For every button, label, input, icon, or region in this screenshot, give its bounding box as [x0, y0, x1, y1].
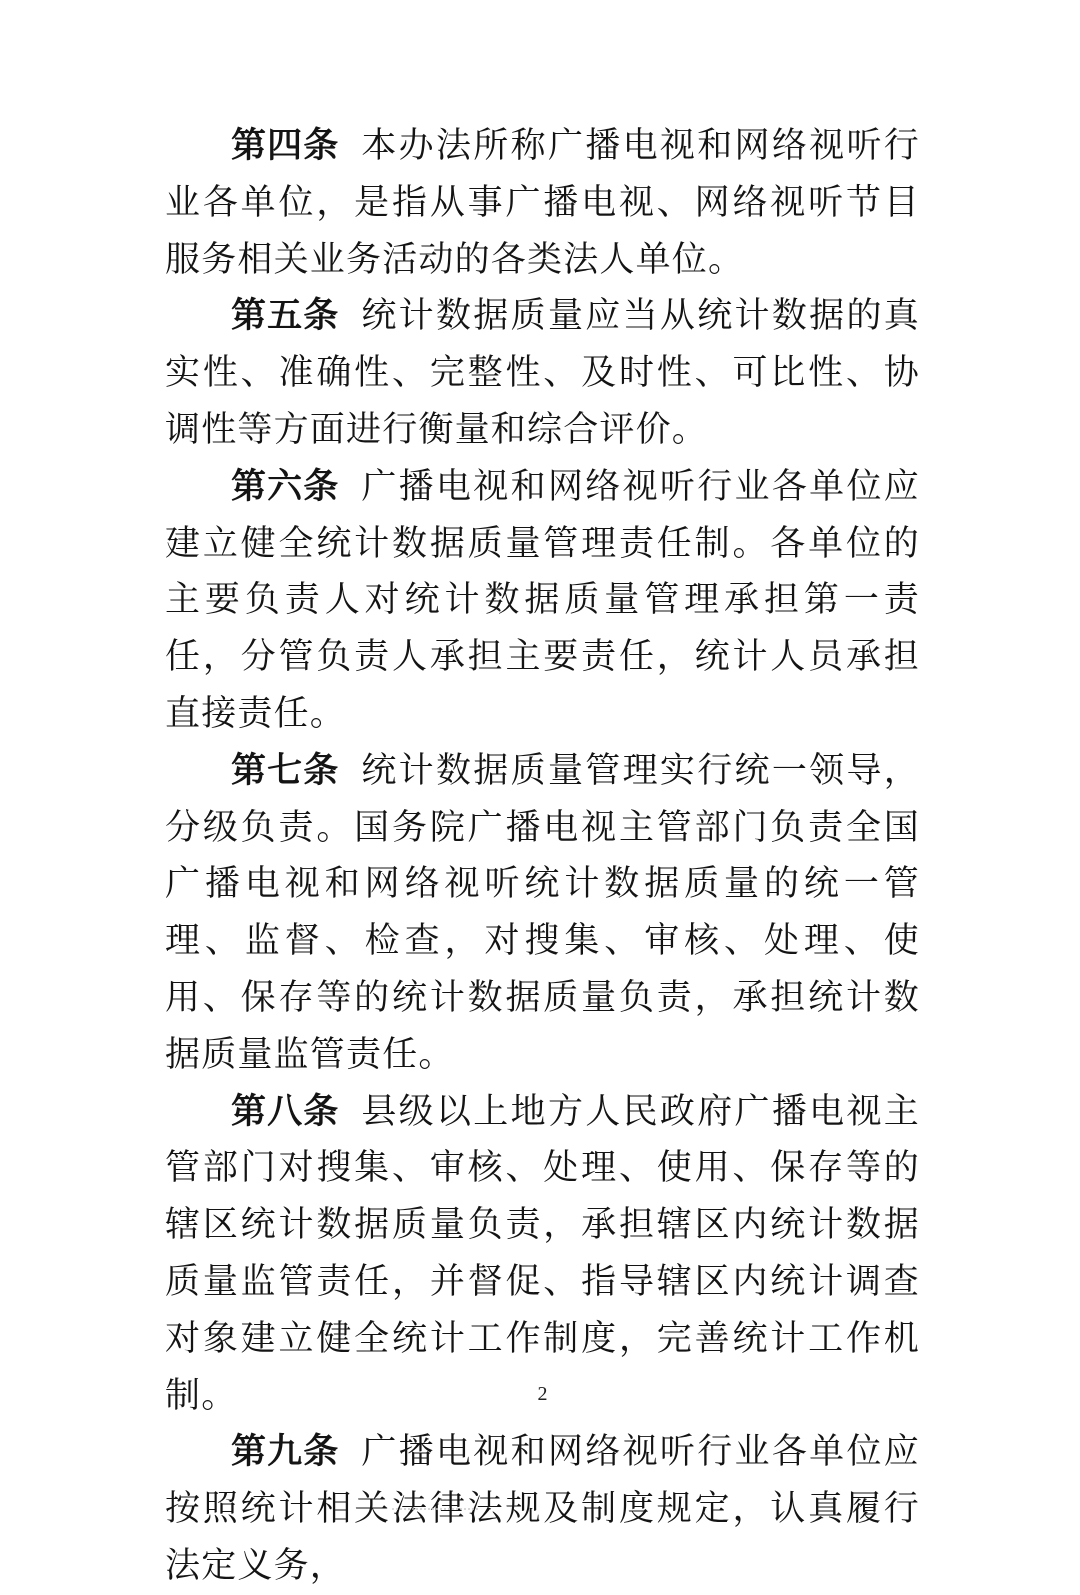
scan-artifact	[392, 1508, 478, 1518]
article-heading: 第六条	[231, 466, 340, 507]
article-8	[165, 1084, 920, 1425]
article-body: 县级以上地方人民政府广播电视主管部门对搜集、审核、处理、使用、保存等的辖区统计数据质量负责，承担辖区内统计数据质量监管责任，并督促、指导辖区内统计调查对象建立健全统计工作制度，完善统计工作机制。	[165, 1091, 920, 1416]
article-list	[165, 118, 920, 1595]
article-9	[165, 1424, 920, 1594]
article-body: 广播电视和网络视听行业各单位应建立健全统计数据质量管理责任制。各单位的主要负责人对统计数据质量管理承担第一责任，分管负责人承担主要责任，统计人员承担直接责任。	[165, 466, 920, 734]
article-heading: 第八条	[231, 1091, 340, 1132]
article-body: 统计数据质量应当从统计数据的真实性、准确性、完整性、及时性、可比性、协调性等方面进行衡量和综合评价。	[165, 296, 920, 450]
article-7	[165, 743, 920, 1084]
article-6	[165, 459, 920, 743]
page-number: 2	[537, 1383, 548, 1405]
article-heading: 第九条	[231, 1432, 340, 1473]
article-body: 广播电视和网络视听行业各单位应按照统计相关法律法规及制度规定，认真履行法定义务，	[165, 1432, 920, 1586]
article-heading: 第四条	[231, 126, 340, 166]
article-4	[165, 118, 920, 288]
article-body: 统计数据质量管理实行统一领导，分级负责。国务院广播电视主管部门负责全国广播电视和网络视听统计数据质量的统一管理、监督、检查，对搜集、审核、处理、使用、保存等的统计数据质量负责，承担统计数据质量监管责任。	[165, 750, 920, 1075]
article-heading: 第七条	[231, 750, 340, 791]
article-heading: 第五条	[231, 296, 340, 337]
article-5	[165, 288, 920, 458]
article-body: 本办法所称广播电视和网络视听行业各单位，是指从事广播电视、网络视听节目服务相关业务活动的各类法人单位。	[165, 126, 920, 280]
